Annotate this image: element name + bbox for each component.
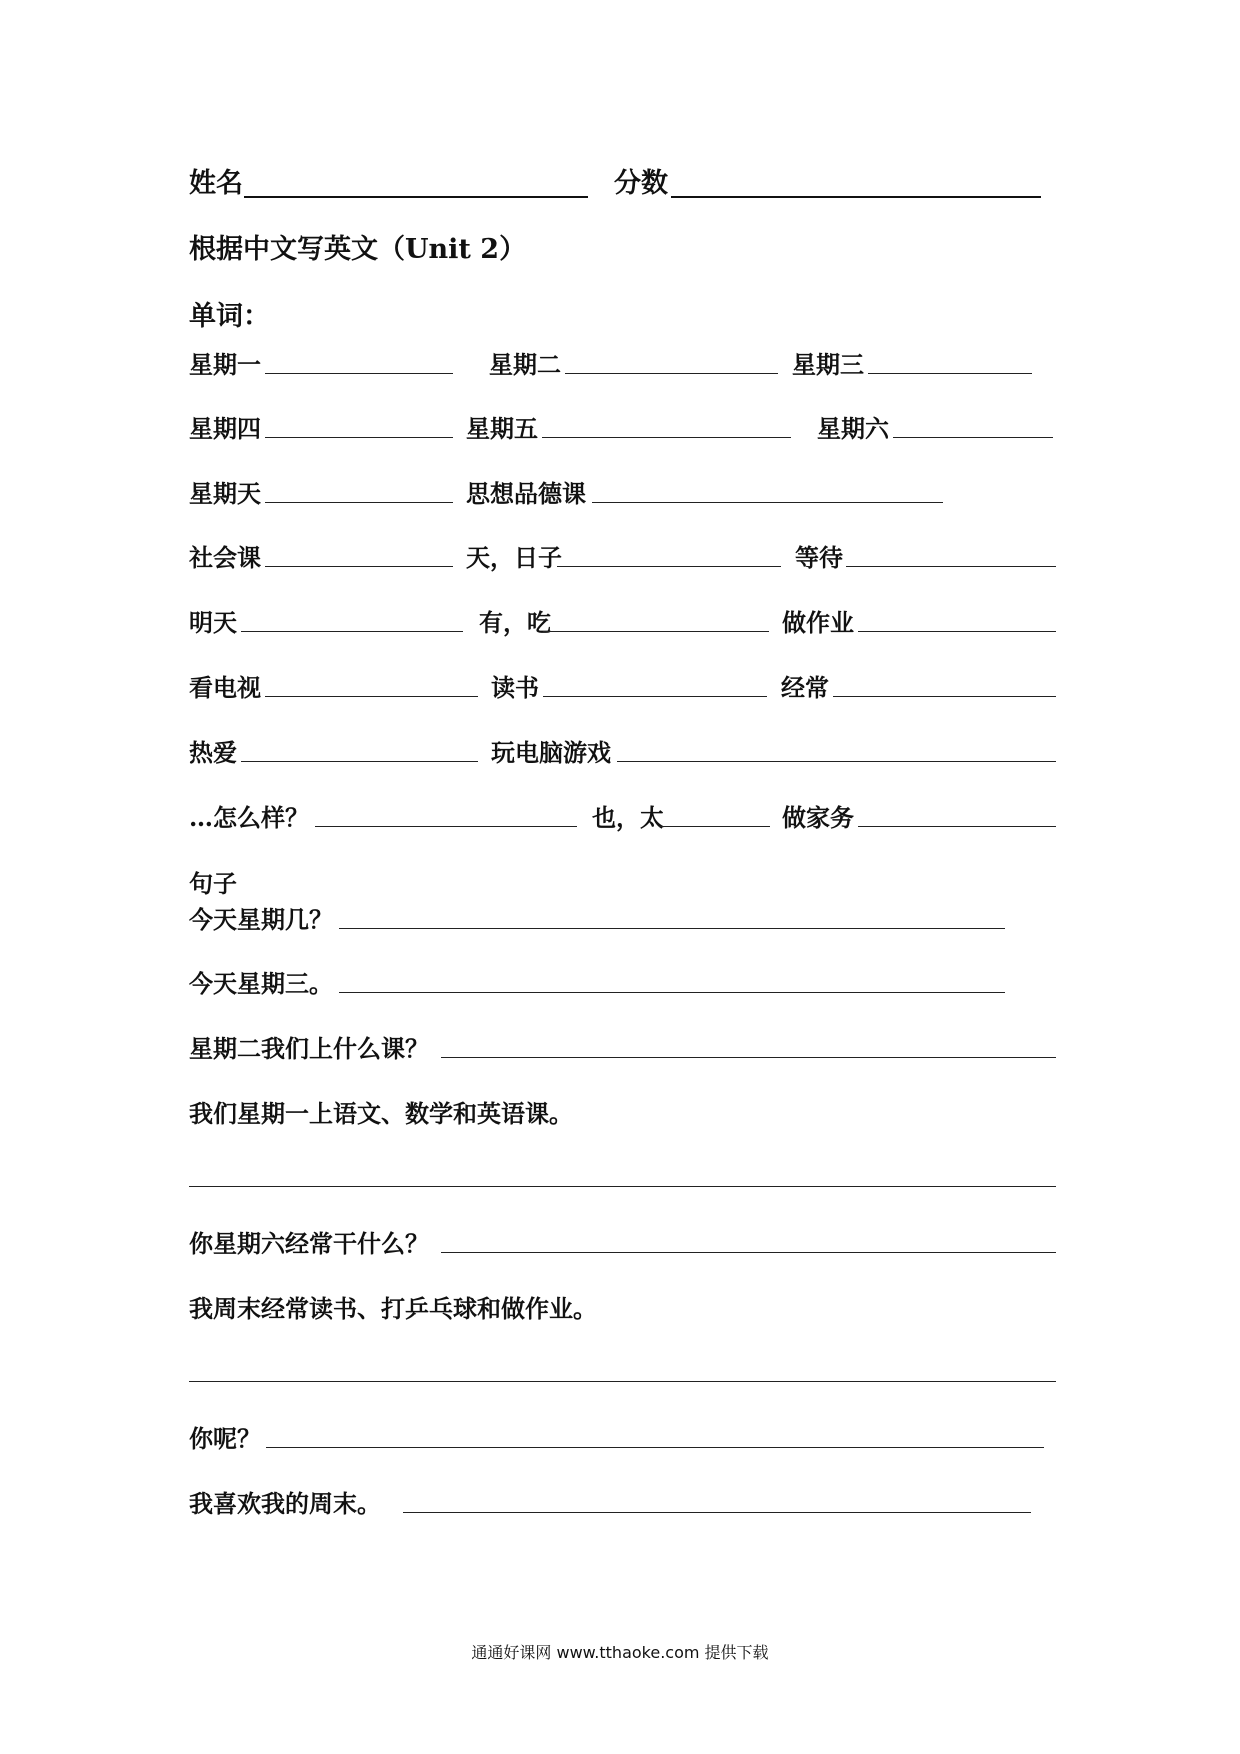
word-prompt: 星期天	[189, 479, 261, 508]
word-answer-blank[interactable]	[659, 826, 770, 827]
word-prompt: 社会课	[189, 543, 261, 572]
word-prompt: 看电视	[189, 673, 261, 702]
word-prompt: 星期二	[489, 350, 561, 379]
worksheet-title: 根据中文写英文（Unit 2）	[189, 234, 527, 265]
word-prompt: 星期四	[189, 414, 261, 443]
word-prompt: 星期三	[792, 350, 864, 379]
word-answer-blank[interactable]	[557, 566, 781, 567]
sentence-answer-blank[interactable]	[339, 992, 1005, 993]
word-answer-blank[interactable]	[265, 502, 453, 503]
word-prompt: 热爱	[189, 738, 237, 767]
word-answer-blank[interactable]	[592, 502, 943, 503]
sentence-answer-blank[interactable]	[266, 1447, 1044, 1448]
word-prompt: 有，吃	[479, 608, 551, 637]
sentence-prompt: 今天星期三。	[189, 969, 333, 998]
word-answer-blank[interactable]	[833, 696, 1056, 697]
score-field[interactable]	[671, 196, 1041, 198]
sentence-answer-blank[interactable]	[441, 1252, 1056, 1253]
word-answer-blank[interactable]	[846, 566, 1056, 567]
word-answer-blank[interactable]	[265, 696, 478, 697]
sentence-prompt: 我喜欢我的周末。	[189, 1489, 381, 1518]
footer-credit: 通通好课网 www.tthaoke.com 提供下载	[471, 1643, 769, 1662]
word-answer-blank[interactable]	[542, 437, 791, 438]
name-field[interactable]	[244, 196, 588, 198]
word-prompt: 等待	[795, 543, 843, 572]
word-prompt: 经常	[781, 673, 829, 702]
sentence-prompt: 你呢？	[189, 1424, 261, 1453]
sentence-prompt: 你星期六经常干什么？	[189, 1229, 429, 1258]
word-answer-blank[interactable]	[315, 826, 577, 827]
word-prompt: 做家务	[782, 803, 854, 832]
word-answer-blank[interactable]	[858, 826, 1056, 827]
sentence-prompt: 我们星期一上语文、数学和英语课。	[189, 1099, 573, 1128]
sentences-heading: 句子	[189, 869, 237, 898]
word-prompt: 天，日子	[466, 543, 562, 572]
word-answer-blank[interactable]	[617, 761, 1056, 762]
word-prompt: 星期五	[466, 414, 538, 443]
word-answer-blank[interactable]	[565, 373, 778, 374]
word-prompt: 玩电脑游戏	[491, 738, 611, 767]
sentence-answer-blank[interactable]	[189, 1186, 1056, 1187]
sentence-prompt: 星期二我们上什么课？	[189, 1034, 429, 1063]
words-heading: 单词：	[189, 301, 270, 332]
word-answer-blank[interactable]	[543, 631, 769, 632]
word-answer-blank[interactable]	[893, 437, 1053, 438]
word-answer-blank[interactable]	[241, 631, 463, 632]
sentence-answer-blank[interactable]	[339, 928, 1005, 929]
name-label: 姓名	[189, 168, 243, 199]
word-prompt: 也，太	[592, 803, 664, 832]
word-answer-blank[interactable]	[543, 696, 767, 697]
sentence-prompt: 我周末经常读书、打乒乓球和做作业。	[189, 1294, 597, 1323]
sentence-answer-blank[interactable]	[403, 1512, 1031, 1513]
word-prompt: …怎么样？	[189, 803, 309, 832]
word-answer-blank[interactable]	[241, 761, 478, 762]
word-answer-blank[interactable]	[265, 566, 453, 567]
word-prompt: 读书	[491, 673, 539, 702]
word-prompt: 星期六	[817, 414, 889, 443]
sentence-prompt: 今天星期几？	[189, 905, 333, 934]
word-prompt: 明天	[189, 608, 237, 637]
sentence-answer-blank[interactable]	[441, 1057, 1056, 1058]
sentence-answer-blank[interactable]	[189, 1381, 1056, 1382]
word-prompt: 做作业	[782, 608, 854, 637]
word-prompt: 星期一	[189, 350, 261, 379]
score-label: 分数	[614, 168, 668, 199]
word-answer-blank[interactable]	[858, 631, 1056, 632]
word-answer-blank[interactable]	[265, 373, 453, 374]
word-answer-blank[interactable]	[868, 373, 1032, 374]
word-prompt: 思想品德课	[466, 479, 586, 508]
word-answer-blank[interactable]	[265, 437, 453, 438]
